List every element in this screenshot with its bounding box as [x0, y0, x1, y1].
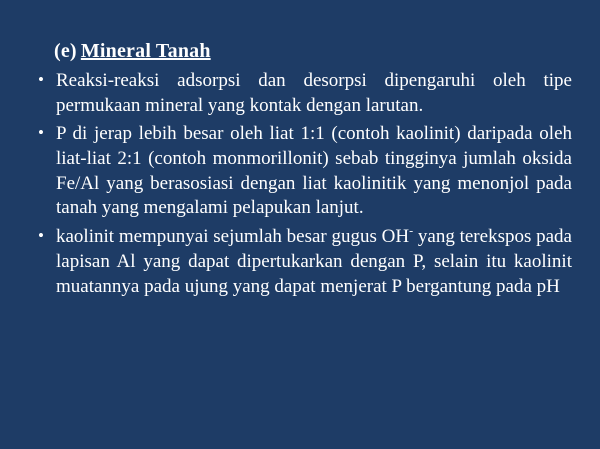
- slide-title: [54, 40, 572, 63]
- bullet-text-part1: kaolinit mempunyai sejumlah besar gugus OH: [56, 226, 410, 248]
- superscript-minus-icon: -: [409, 223, 414, 238]
- list-item: [34, 225, 572, 299]
- bullet-text-part2: yang terekspos pada lapisan Al yang dapat dipertukarkan dengan P, selain itu kaolinit muatannya pada ujung yang dapat menjerat P bergantung pada pH: [56, 226, 572, 297]
- bullet-text: P di jerap lebih besar oleh liat 1:1 (contoh kaolinit) daripada oleh liat-liat 2:1 (contoh monmorillonit) sebab tingginya jumlah oksida Fe/Al yang berasosiasi dengan liat kaolinitik yang menonjol pada tanah yang mengalami pelapukan lanjut.: [56, 123, 572, 219]
- title-text: Mineral Tanah: [80, 40, 211, 62]
- list-item: [34, 122, 572, 221]
- bullet-text: Reaksi-reaksi adsorpsi dan desorpsi dipengaruhi oleh tipe permukaan mineral yang kontak dengan larutan.: [56, 70, 572, 116]
- bullet-list: [34, 69, 572, 299]
- title-prefix: (e): [54, 40, 77, 62]
- list-item: [34, 69, 572, 118]
